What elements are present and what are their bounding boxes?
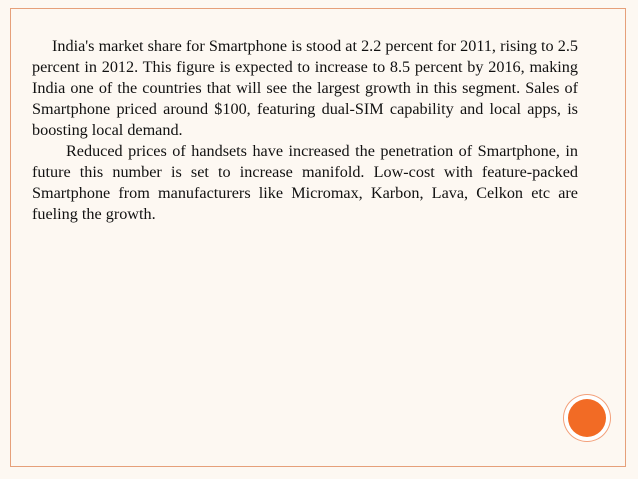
slide-body-text [32, 36, 578, 225]
paragraph-market-share: India's market share for Smartphone is stood at 2.2 percent for 2011, rising to 2.5 percent in 2012. This figure is expected to increase to 8.5 percent by 2016, making India one of the countries that will see the largest growth in this segment. Sales of Smartphone priced around $100, featuring dual-SIM capability and local apps, is boosting local demand. [32, 37, 578, 139]
orange-circle-decoration [568, 399, 606, 437]
paragraph-reduced-prices: Reduced prices of handsets have increased the penetration of Smartphone, in future this number is set to increase manifold. Low-cost with feature-packed Smartphone from manufacturers like Micromax, Karbon, Lava, Celkon etc are fueling the growth. [32, 142, 578, 223]
